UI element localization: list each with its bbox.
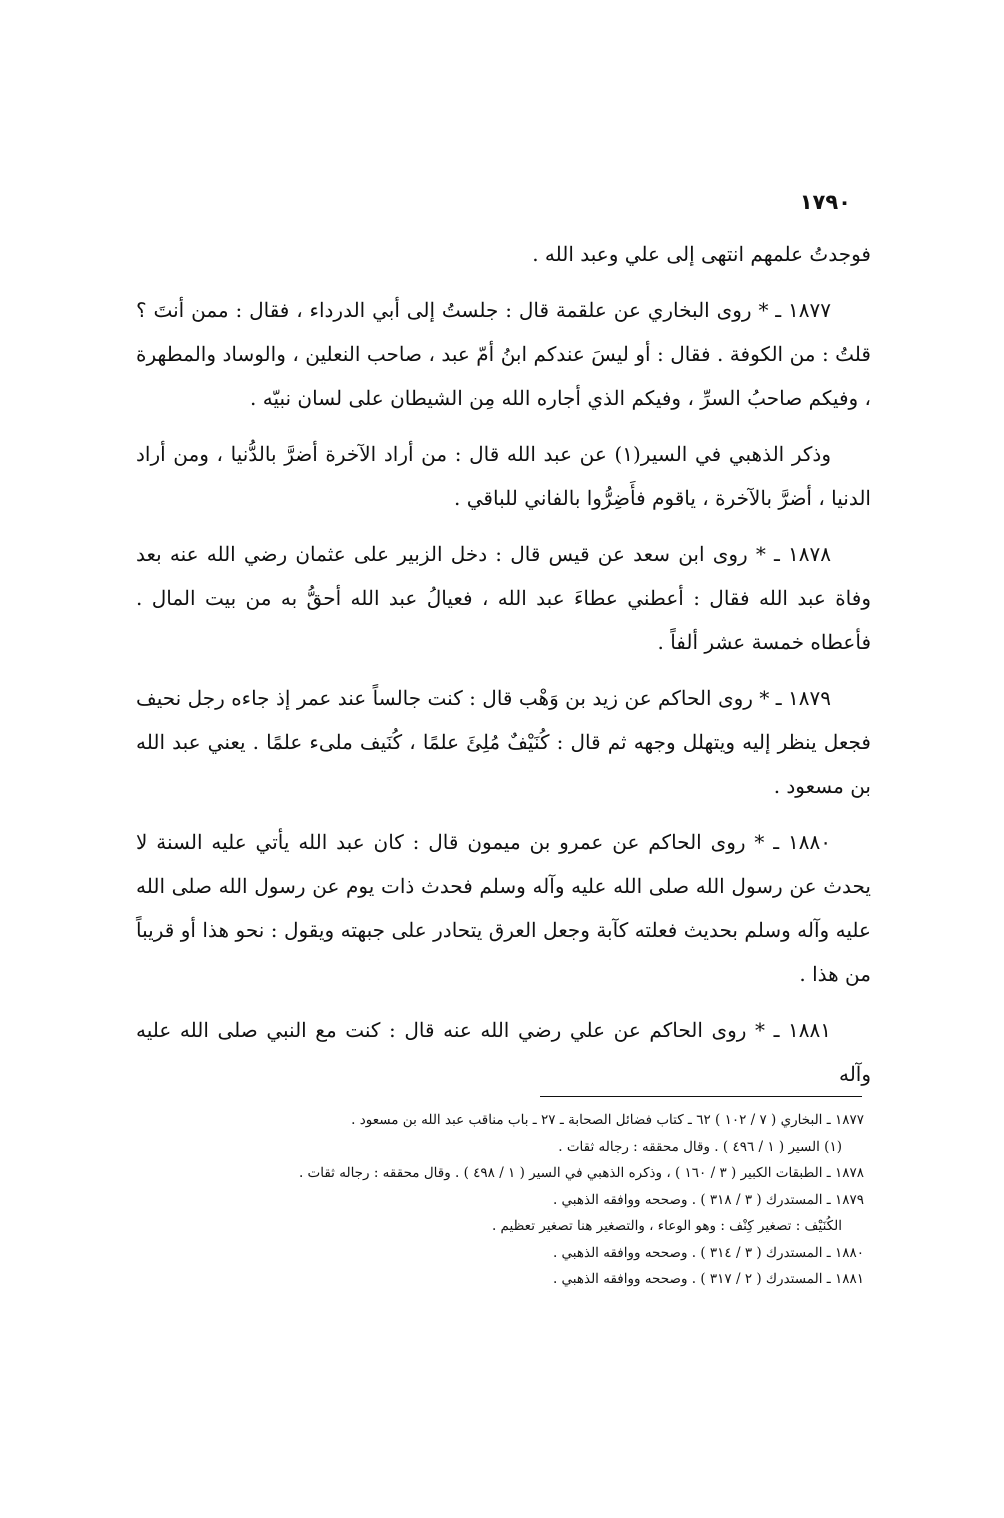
footnote-1881: ١٨٨١ ـ المستدرك ( ٢ / ٣١٧ ) . وصححه ووافقه الذهبي . [552, 1271, 864, 1287]
paragraph-1881: ١٨٨١ ـ * روى الحاكم عن علي رضي الله عنه قال : كنت مع النبي صلى الله عليه وآله [136, 1018, 871, 1086]
footnotes [136, 1107, 864, 1293]
footnote-1879: ١٨٧٩ ـ المستدرك ( ٣ / ٣١٨ ) . وصححه ووافقه الذهبي . [552, 1191, 864, 1208]
footnote-kunayf-definition: الكُنَيْف : تصغير كِنْف : وهو الوعاء ، والتصغير هنا تصغير تعظيم . [491, 1218, 842, 1234]
footnote-divider [540, 1096, 862, 1097]
footnote-1878: ١٨٧٨ ـ الطبقات الكبير ( ٣ / ١٦٠ ) ، وذكره الذهبي في السير ( ١ / ٤٩٨ ) . وقال محققه : رجاله ثقات . [298, 1165, 864, 1181]
footnote-1880: ١٨٨٠ ـ المستدرك ( ٣ / ٣١٤ ) . وصححه ووافقه الذهبي . [552, 1244, 864, 1261]
footnote-siyar: (١) السير ( ١ / ٤٩٦ ) . وقال محققه : رجاله ثقات . [558, 1138, 842, 1155]
paragraph-1878: ١٨٧٨ ـ * روى ابن سعد عن قيس قال : دخل الزبير على عثمان رضي الله عنه بعد وفاة عبد الله فقال : أعطني عطاءَ عبد الله ، فعيالُ عبد الله أحقُّ به من بيت المال . فأعطاه خمسة عشر ألفاً . [136, 542, 871, 654]
paragraph-dhahabi-siyar: وذكر الذهبي في السير(١) عن عبد الله قال : من أراد الآخرة أضرَّ بالدُّنيا ، ومن أراد الدنيا ، أضرَّ بالآخرة ، ياقوم فأَضِرُّوا بالفاني للباقي . [136, 442, 871, 510]
paragraph-1877: ١٨٧٧ ـ * روى البخاري عن علقمة قال : جلستُ إلى أبي الدرداء ، فقال : ممن أنتَ ؟ قلتُ : من الكوفة . فقال : أو ليسَ عندكم ابنُ أمّ عبد ، صاحب النعلين ، والوساد والمطهرة ، وفيكم صاحبُ السرِّ ، وفيكم الذي أجاره الله مِن الشيطان على لسان نبيّه . [136, 298, 871, 410]
paragraph-1880: ١٨٨٠ ـ * روى الحاكم عن عمرو بن ميمون قال : كان عبد الله يأتي عليه السنة لا يحدث عن رسول الله صلى الله عليه وآله وسلم فحدث ذات يوم عن رسول الله صلى الله عليه وآله وسلم بحديث فعلته كآبة وجعل العرق يتحادر على جبهته ويقول : نحو هذا أو قريباً من هذا . [136, 830, 871, 986]
main-text [136, 232, 871, 1108]
footnote-1877: ١٨٧٧ ـ البخاري ( ٧ / ١٠٢ ) ٦٢ ـ كتاب فضائل الصحابة ـ ٢٧ ـ باب مناقب عبد الله بن مسعود . [351, 1112, 864, 1128]
paragraph-1879: ١٨٧٩ ـ * روى الحاكم عن زيد بن وَهْب قال : كنت جالساً عند عمر إذ جاءه رجل نحيف فجعل ينظر إليه ويتهلل وجهه ثم قال : كُنَيْفٌ مُلِئَ علمًا ، كُنَيف ملىء علمًا . يعني عبد الله بن مسعود . [136, 686, 871, 798]
paragraph-continuation: فوجدتُ علمهم انتهى إلى علي وعبد الله . [532, 242, 871, 266]
page-number: ١٧٩٠ [799, 190, 851, 214]
